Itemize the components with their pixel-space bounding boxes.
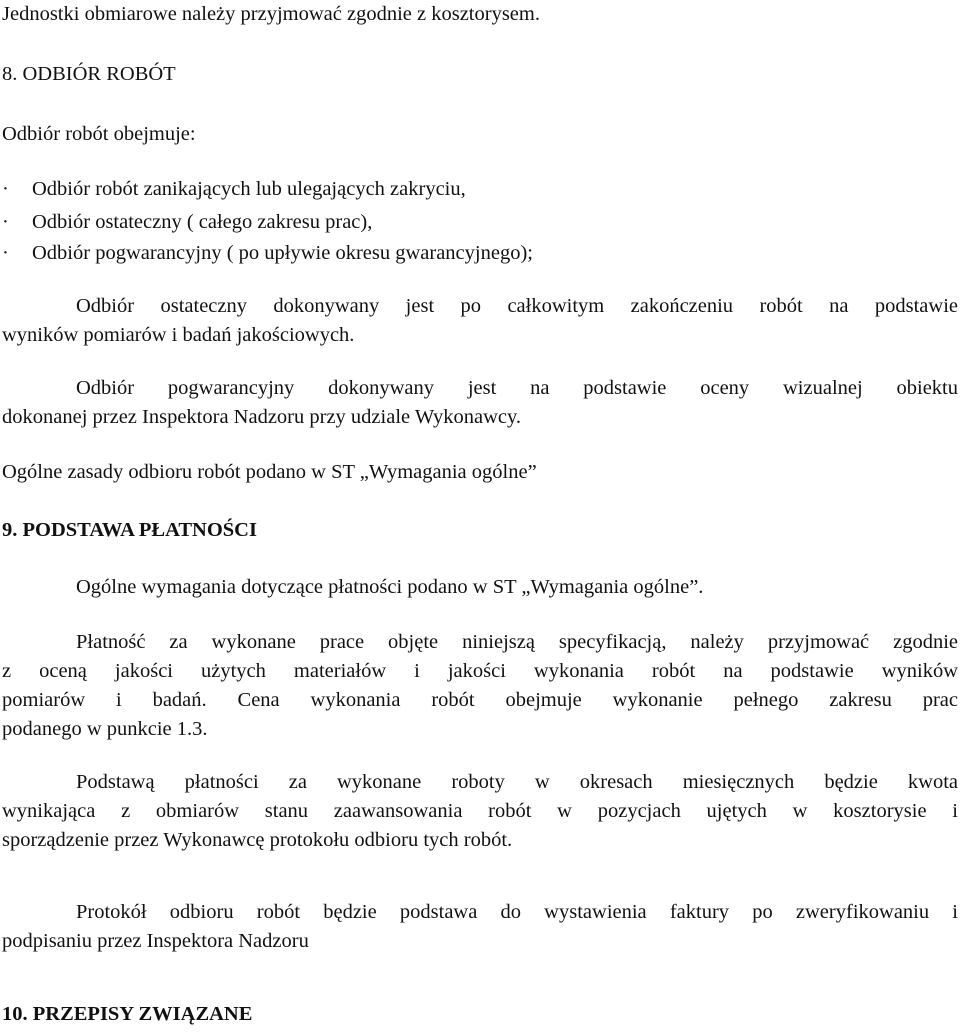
paragraph-line: wyników pomiarów i badań jakościowych. xyxy=(2,324,355,346)
paragraph-line: wynikająca z obmiarów stanu zaawansowania robót w pozycjach ujętych w kosztorysie i xyxy=(2,800,958,822)
list-item xyxy=(2,243,533,264)
section-10-heading: 10. PRZEPISY ZWIĄZANE xyxy=(2,1003,253,1025)
list-item xyxy=(2,212,372,233)
paragraph-line: Protokół odbioru robót będzie podstawa do wystawienia faktury po zweryfikowaniu i xyxy=(76,901,958,923)
paragraph-line: Odbiór ostateczny dokonywany jest po całkowitym zakończeniu robót na podstawie xyxy=(76,295,958,317)
paragraph-line: pomiarów i badań. Cena wykonania robót obejmuje wykonanie pełnego zakresu prac xyxy=(2,689,958,711)
paragraph-line: Odbiór pogwarancyjny dokonywany jest na podstawie oceny wizualnej obiektu xyxy=(76,377,958,399)
paragraph-line: podpisaniu przez Inspektora Nadzoru xyxy=(2,930,309,952)
section-8-heading: 8. ODBIÓR ROBÓT xyxy=(2,63,176,85)
bullet-marker: · xyxy=(2,242,9,264)
list-item-text: Odbiór ostateczny ( całego zakresu prac), xyxy=(32,211,373,233)
paragraph-final-acceptance xyxy=(2,296,958,354)
bullet-marker: · xyxy=(2,211,9,233)
paragraph-line: podanego w punkcie 1.3. xyxy=(2,718,208,740)
list-item xyxy=(2,179,466,200)
paragraph-line: sporządzenie przez Wykonawcę protokołu odbioru tych robót. xyxy=(2,829,513,851)
list-item-text: Odbiór robót zanikających lub ulegających zakryciu, xyxy=(32,178,466,200)
section-9-heading: 9. PODSTAWA PŁATNOŚCI xyxy=(2,519,257,541)
section-8-intro: Odbiór robót obejmuje: xyxy=(2,123,196,145)
paragraph-line: dokonanej przez Inspektora Nadzoru przy udziale Wykonawcy. xyxy=(2,406,522,428)
list-item-text: Odbiór pogwarancyjny ( po upływie okresu gwarancyjnego); xyxy=(32,242,533,264)
paragraph-line: Podstawą płatności za wykonane roboty w okresach miesięcznych będzie kwota xyxy=(76,771,958,793)
paragraph-payment-basis xyxy=(2,772,958,859)
paragraph-warranty-acceptance xyxy=(2,378,958,436)
paragraph-payment-rules xyxy=(2,632,958,748)
paragraph-general-rules: Ogólne zasady odbioru robót podano w ST „Wymagania ogólne” xyxy=(2,461,537,483)
bullet-marker: · xyxy=(2,178,9,200)
paragraph-payment-general: Ogólne wymagania dotyczące płatności podano w ST „Wymagania ogólne”. xyxy=(76,576,704,598)
paragraph-line: Płatność za wykonane prace objęte niniejszą specyfikacją, należy przyjmować zgodnie xyxy=(76,631,958,653)
top-line: Jednostki obmiarowe należy przyjmować zgodnie z kosztorysem. xyxy=(2,3,540,25)
paragraph-line: z oceną jakości użytych materiałów i jakości wykonania robót na podstawie wyników xyxy=(2,660,958,682)
paragraph-acceptance-protocol xyxy=(2,902,958,960)
